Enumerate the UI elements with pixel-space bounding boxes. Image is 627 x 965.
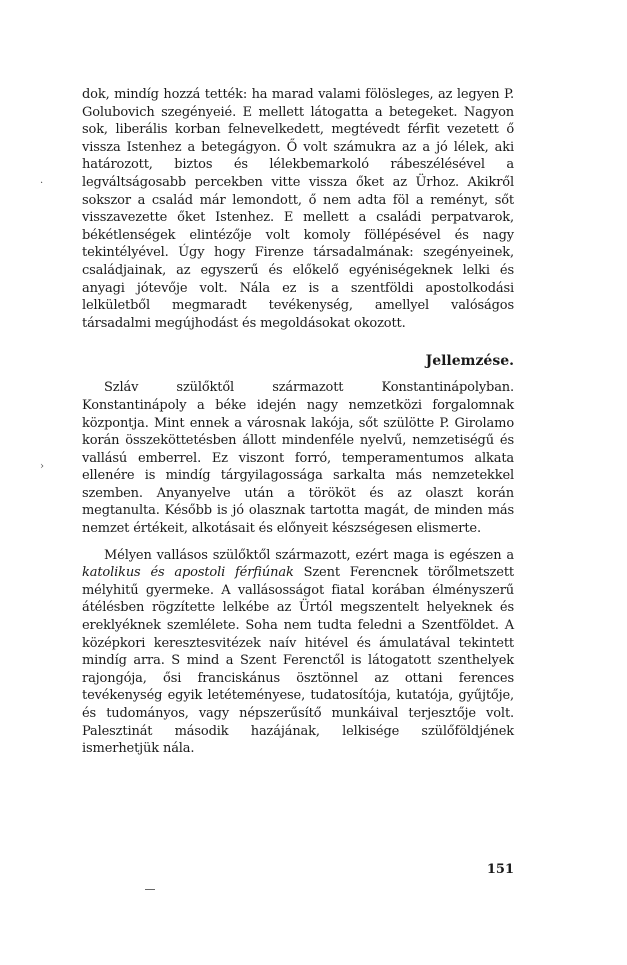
paragraph-faith xyxy=(82,547,514,758)
paragraph-origin: Szláv szülőktől származott Konstantinápolyban. Konstantinápoly a béke idején nagy nemzetközi forgalomnak központja. Mint ennek a városnak lakója, sőt szülötte P. Girolamo korán összeköttetésben állott mindenféle nyelvű, nemzetiségű és vallású emberrel. Ez viszont forró, temperamentumos alkata ellenére is mindíg tárgyilagossága sarkalta más nemzetekkel szemben. Anyanyelve után a törököt és az olaszt korán megtanulta. Később is jó olasznak tartotta magát, de minden más nemzet értékeit, alkotásait és előnyeit készségesen elismerte. xyxy=(82,380,514,537)
page-body xyxy=(82,86,514,758)
paragraph-opening: dok, mindíg hozzá tették: ha marad valami fölösleges, az legyen P. Golubovich szegényeié. E mellett látogatta a betegeket. Nagyon sok, liberális korban felnevelkedett, megtévedt férfit vezetett ő vissza Istenhez a betegágyon. Ő volt számukra az a jó lélek, aki határozott, biztos és lélekbemarkoló rábeszélésével a legváltságosabb percekben vitte vissza őket az Ürhoz. Akikről sokszor a család már lemondott, ő nem adta föl a reményt, sőt visszavezette őket Istenhez. E mellett a családi perpatvarok, békétlenségek elintézője volt komoly föllépésével és nagy tekintélyével. Úgy hogy Firenze társadalmának: szegényeinek, családjainak, az egyszerű és előkelő egyéniségeknek lelki és anyagi jótevője volt. Nála ez is a szentföldi apostolkodási lelkületből megmaradt tevékenység, amellyel valóságos társadalmi megújhodást és megoldásokat okozott. xyxy=(82,87,514,331)
page-number: 151 xyxy=(486,862,514,877)
paragraph-faith-end: Szent Ferencnek törőlmetszett mélyhitű gyermeke. A vallásosságot fiatal korában élményszerű átélésben rögzítette lelkébe az Ürtól megszentelt helyeknek és ereklyéknek szemlélete. Soha nem tudta feledni a Szentföldet. A középkori keresztesvitézek naív hitével és ámulatával tekintett mindíg arra. S mind a Szent Ferenctől is látogatott szenthelyek rajongója, ősi franciskánus ösztönnel az ottani ferences tevékenység egyik letéteményese, tudatosítója, kutatója, gyűjtője, és tudományos, vagy népszerűsítő munkáival terjesztője volt. Palesztinát második hazájának, lelkisége szülőföldjének ismerhetjük nála. xyxy=(82,565,515,757)
paragraph-faith-start: Mélyen vallásos szülőktől származott, ezért maga is egészen a xyxy=(104,547,514,563)
margin-speck: · xyxy=(40,178,44,189)
margin-speck: › xyxy=(40,461,44,472)
paragraph-faith-italic: katolikus és apostoli férfiúnak xyxy=(82,565,294,581)
section-heading: Jellemzése. xyxy=(425,353,514,370)
margin-dash xyxy=(145,889,155,890)
